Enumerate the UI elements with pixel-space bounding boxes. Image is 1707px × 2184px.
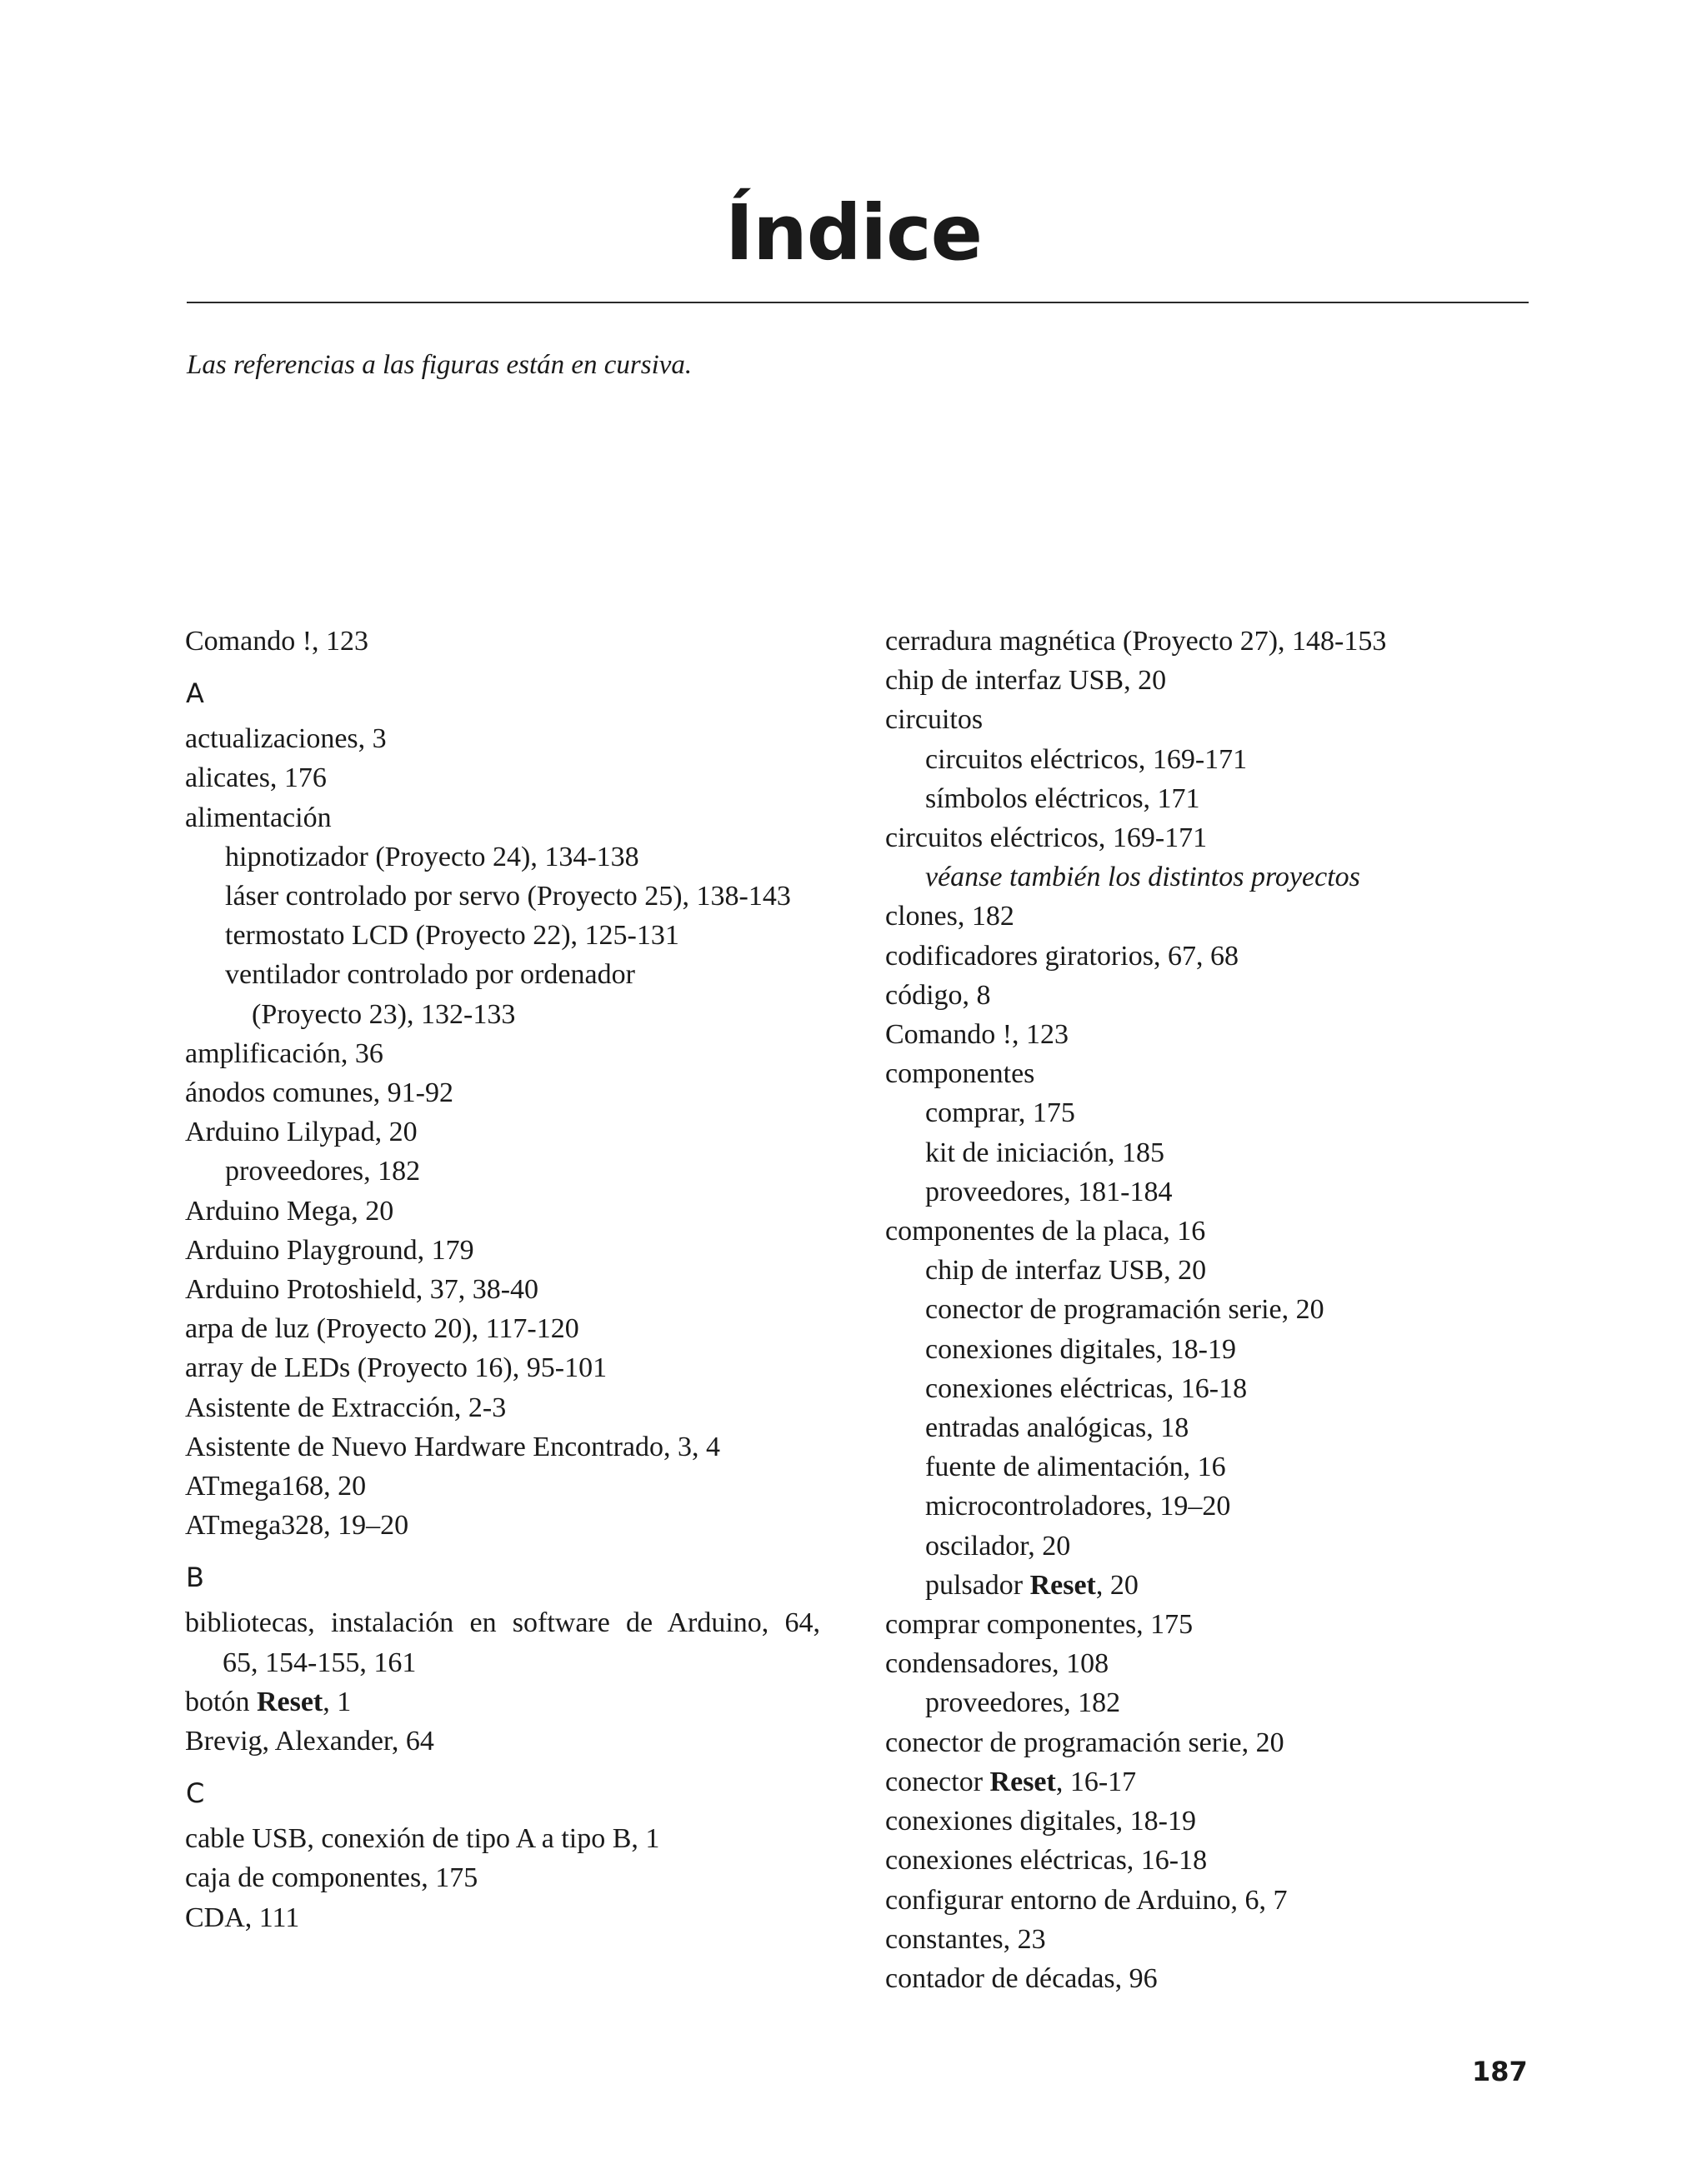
entry-pages: , 16-17 xyxy=(1055,1766,1137,1797)
entry-bold-term: Reset xyxy=(1029,1569,1096,1601)
index-subentry: símbolos eléctricos, 171 xyxy=(925,782,1200,814)
index-entry: chip de interfaz USB, 20 xyxy=(885,665,1167,697)
index-entry: contador de décadas, 96 xyxy=(885,1962,1158,1994)
index-entry: cerradura magnética (Proyecto 27), 148-153 xyxy=(885,626,1387,657)
entry-bold-term: Reset xyxy=(256,1686,323,1717)
index-subentry: termostato LCD (Proyecto 22), 125-131 xyxy=(225,920,679,952)
index-subentry: hipnotizador (Proyecto 24), 134-138 xyxy=(225,841,639,872)
index-entry: clones, 182 xyxy=(885,901,1014,932)
index-entry: conector de programación serie, 20 xyxy=(885,1727,1284,1758)
index-subentry xyxy=(885,1566,1535,1605)
index-entry: cable USB, conexión de tipo A a tipo B, 1 xyxy=(185,1823,660,1855)
index-subentry: conexiones digitales, 18-19 xyxy=(925,1333,1236,1365)
index-entry: constantes, 23 xyxy=(885,1923,1046,1955)
section-letter-b: B xyxy=(186,1562,204,1594)
index-subentry: comprar, 175 xyxy=(925,1097,1075,1129)
index-entry: Arduino Lilypad, 20 xyxy=(185,1117,418,1148)
title-divider xyxy=(187,302,1529,303)
entry-text: botón xyxy=(185,1686,257,1717)
index-entry: CDA, 111 xyxy=(185,1902,300,1933)
index-entry-continuation: 65, 154-155, 161 xyxy=(223,1647,417,1678)
index-cross-reference: véanse también los distintos proyectos xyxy=(925,862,1360,893)
index-entry: configurar entorno de Arduino, 6, 7 xyxy=(885,1884,1288,1916)
index-entry: amplificación, 36 xyxy=(185,1037,383,1069)
index-entry: Comando !, 123 xyxy=(885,1019,1069,1051)
index-entry: arpa de luz (Proyecto 20), 117-120 xyxy=(185,1313,579,1345)
index-subentry: ventilador controlado por ordenador xyxy=(225,959,635,991)
index-entry: codificadores giratorios, 67, 68 xyxy=(885,940,1239,972)
index-subentry: proveedores, 182 xyxy=(225,1156,421,1187)
index-entry: circuitos eléctricos, 169-171 xyxy=(885,822,1208,854)
index-subentry: proveedores, 181-184 xyxy=(925,1176,1173,1207)
index-subentry: chip de interfaz USB, 20 xyxy=(925,1255,1207,1287)
index-entry: Arduino Playground, 179 xyxy=(185,1234,474,1266)
entry-pages: , 1 xyxy=(323,1686,352,1717)
index-subentry: láser controlado por servo (Proyecto 25), 138-143 xyxy=(225,881,791,912)
index-column-right xyxy=(885,622,1535,1998)
index-entry: alimentación xyxy=(185,802,332,833)
index-entry: alicates, 176 xyxy=(185,762,327,794)
index-entry: ánodos comunes, 91-92 xyxy=(185,1077,454,1109)
index-entry: circuitos xyxy=(885,704,984,736)
index-subentry: microcontroladores, 19–20 xyxy=(925,1491,1231,1522)
entry-pages: , 20 xyxy=(1095,1569,1139,1601)
index-entry: array de LEDs (Proyecto 16), 95-101 xyxy=(185,1352,608,1384)
index-entry: ATmega328, 19–20 xyxy=(185,1510,409,1542)
index-subentry: kit de iniciación, 185 xyxy=(925,1137,1165,1168)
index-subentry: fuente de alimentación, 16 xyxy=(925,1452,1226,1483)
index-entry: código, 8 xyxy=(885,979,991,1011)
index-subentry: entradas analógicas, 18 xyxy=(925,1412,1189,1444)
page-number: 187 xyxy=(1472,2056,1528,2087)
index-entry: conexiones digitales, 18-19 xyxy=(885,1806,1196,1837)
index-entry: caja de componentes, 175 xyxy=(185,1862,478,1894)
index-entry: Asistente de Extracción, 2-3 xyxy=(185,1392,507,1423)
index-entry: comprar componentes, 175 xyxy=(885,1609,1194,1641)
entry-text: conector xyxy=(885,1766,990,1797)
index-entry: Asistente de Nuevo Hardware Encontrado, 3, 4 xyxy=(185,1431,721,1462)
index-entry xyxy=(885,1762,1535,1802)
index-subentry: conexiones eléctricas, 16-18 xyxy=(925,1372,1248,1404)
index-subentry: conector de programación serie, 20 xyxy=(925,1294,1324,1326)
index-entry xyxy=(185,1682,843,1722)
index-column-left xyxy=(185,622,843,1937)
figure-references-note: Las referencias a las figuras están en cursiva. xyxy=(187,350,693,380)
index-entry: Comando !, 123 xyxy=(185,626,369,657)
index-subentry: proveedores, 182 xyxy=(925,1687,1121,1719)
index-subentry: circuitos eléctricos, 169-171 xyxy=(925,743,1248,775)
index-entry: condensadores, 108 xyxy=(885,1648,1109,1680)
index-entry: Arduino Protoshield, 37, 38-40 xyxy=(185,1274,539,1306)
index-entry: Brevig, Alexander, 64 xyxy=(185,1726,434,1757)
index-subentry-continuation: (Proyecto 23), 132-133 xyxy=(252,998,516,1030)
section-letter-a: A xyxy=(186,677,204,710)
section-letter-c: C xyxy=(186,1777,205,1810)
index-entry: componentes de la placa, 16 xyxy=(885,1216,1206,1247)
index-entry: conexiones eléctricas, 16-18 xyxy=(885,1845,1208,1877)
index-entry: bibliotecas, instalación en software de Arduino, 64, xyxy=(185,1607,820,1639)
entry-bold-term: Reset xyxy=(989,1766,1056,1797)
index-entry: componentes xyxy=(885,1058,1035,1090)
index-entry: actualizaciones, 3 xyxy=(185,723,387,755)
index-entry: ATmega168, 20 xyxy=(185,1471,367,1502)
index-subentry: oscilador, 20 xyxy=(925,1530,1071,1562)
page-title: Índice xyxy=(724,188,983,277)
entry-text: pulsador xyxy=(925,1569,1030,1601)
index-entry: Arduino Mega, 20 xyxy=(185,1195,394,1227)
